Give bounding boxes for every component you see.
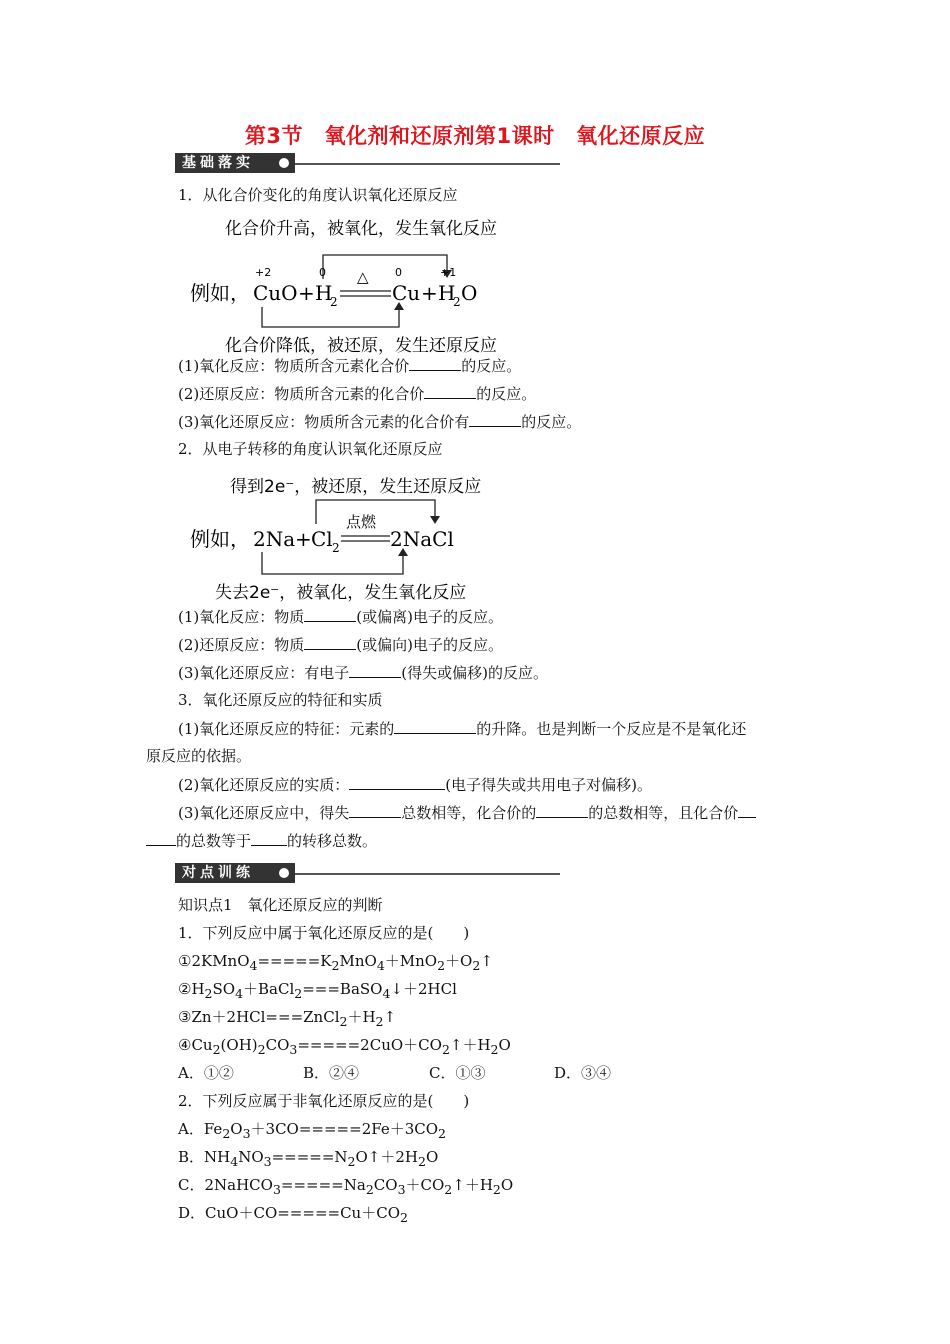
q2-item-3 (178, 662, 548, 683)
formula-text: MnO (339, 952, 377, 970)
q3-item-1-tail: 的升降。也是判断一个反应是不是氧化还 (476, 720, 747, 738)
diagram2-prefix: 例如， (190, 527, 250, 551)
q3-item-2-text: (2)氧化还原反应的实质： (178, 776, 350, 794)
formula-subscript: 2 (472, 958, 481, 973)
q2-item-2 (178, 634, 503, 655)
answer-blank[interactable] (738, 802, 756, 818)
diagram-valence-change (185, 212, 545, 357)
plus-sign-2: + (421, 281, 438, 305)
formula-subscript: 2 (437, 958, 446, 973)
formula-subscript: 4 (382, 986, 391, 1001)
q1-item-1-text: (1)氧化反应：物质所含元素化合价 (178, 357, 410, 375)
diagram2-bottom-bracket (262, 552, 403, 574)
formula-subscript: 4 (376, 958, 385, 973)
formula-text: ③Zn＋2HCl===ZnCl (178, 1008, 340, 1026)
answer-blank[interactable] (394, 718, 476, 734)
problem-1-stem: 1．下列反应中属于氧化还原反应的是( ) (178, 924, 470, 942)
q1-item-2 (178, 383, 536, 404)
formula-subscript: 2 (400, 1210, 408, 1225)
formula-text: NO (238, 1148, 264, 1166)
q2-item-1-text: (1)氧化反应：物质 (178, 608, 305, 626)
formula-text: CO (373, 1176, 398, 1194)
formula-text: ＋MnO (384, 952, 438, 970)
ox-state-cu-product: 0 (395, 266, 402, 279)
q3-item-2 (178, 774, 652, 795)
formula-text: SO (212, 980, 236, 998)
plus-sign-1: + (298, 281, 315, 305)
formula-text: ④Cu (178, 1036, 213, 1054)
q2-item-3-tail: (得失或偏移)的反应。 (401, 664, 548, 682)
q3-item-3-text-e: 的转移总数。 (287, 832, 378, 850)
q3-heading: 3．氧化还原反应的特征和实质 (178, 691, 383, 709)
formula-text: B．NH (178, 1148, 231, 1166)
q3-item-3-text-b: 总数相等，化合价的 (401, 804, 537, 822)
formula-h2-subscript: 2 (330, 295, 338, 309)
formula-subscript: 2 (212, 1042, 221, 1057)
formula-subscript: 4 (230, 1154, 239, 1169)
banner-rule (295, 873, 560, 875)
formula-subscript: 2 (294, 986, 303, 1001)
diagram1-top-label: 化合价升高，被氧化，发生氧化反应 (225, 219, 497, 239)
q1-item-2-tail: 的反应。 (476, 385, 537, 403)
formula-2nacl: 2NaCl (390, 527, 454, 551)
formula-text: ②H (178, 980, 205, 998)
formula-subscript: 3 (397, 1182, 406, 1197)
ox-state-cu-reactant: +2 (255, 266, 272, 279)
formula-text: ↑＋H (452, 1176, 493, 1194)
reaction-4 (178, 1035, 511, 1060)
formula-text: (OH) (220, 1036, 258, 1054)
formula-text: A．Fe (178, 1120, 223, 1138)
diagram1-top-bracket (323, 255, 447, 279)
ox-state-h-reactant: 0 (319, 266, 326, 279)
formula-text: ①2KMnO (178, 952, 250, 970)
formula-subscript: 2 (492, 1182, 501, 1197)
formula-subscript: 2 (204, 986, 213, 1001)
diagram2-top-arrowhead (430, 516, 440, 524)
formula-h2o-o: O (461, 281, 478, 305)
q2-heading: 2．从电子转移的角度认识氧化还原反应 (178, 440, 443, 458)
q1-item-1-tail: 的反应。 (461, 357, 522, 375)
q3-item-3 (178, 802, 756, 823)
answer-blank[interactable] (304, 606, 356, 622)
answer-blank[interactable] (304, 634, 356, 650)
formula-cl2-subscript: 2 (332, 541, 340, 555)
q3-item-2-tail: (电子得失或共用电子对偏移)。 (445, 776, 652, 794)
answer-blank[interactable] (349, 774, 445, 790)
formula-text: CO (265, 1036, 290, 1054)
formula-h2o-subscript: 2 (453, 295, 461, 309)
q3-item-1 (178, 718, 746, 739)
diagram-electron-transfer (185, 472, 545, 604)
ox-state-h-product: +1 (440, 266, 457, 279)
formula-text: O (425, 1148, 439, 1166)
diagram1-bottom-bracket (262, 307, 399, 327)
formula-subscript: 4 (235, 986, 244, 1001)
formula-text: O (500, 1176, 514, 1194)
formula-subscript: 2 (257, 1042, 266, 1057)
formula-subscript: 3 (242, 1126, 251, 1141)
q3-item-3-text-a: (3)氧化还原反应中，得失 (178, 804, 350, 822)
formula-text: ＋O (445, 952, 473, 970)
option-b[interactable]: B．②④ (303, 1064, 360, 1082)
formula-text: O (230, 1120, 243, 1138)
option-a[interactable]: A．①② (178, 1064, 234, 1082)
reaction-3 (178, 1007, 396, 1032)
formula-subscript: 3 (272, 1182, 281, 1197)
knowledge-point-1: 知识点1 氧化还原反应的判断 (178, 896, 383, 914)
formula-text: ↑ (480, 952, 493, 970)
formula-subscript: 4 (249, 958, 258, 973)
formula-text: ＋BaCl (243, 980, 295, 998)
section-banner-basics (175, 151, 560, 177)
diagram1-bottom-label: 化合价降低，被还原，发生还原反应 (225, 336, 497, 356)
answer-blank[interactable] (424, 383, 476, 399)
option-d[interactable]: D．③④ (554, 1064, 612, 1082)
q3-item-3-continuation (146, 830, 377, 851)
diagram2-top-label: 得到2e⁻，被还原，发生还原反应 (230, 477, 482, 497)
formula-subscript: 2 (347, 1154, 356, 1169)
formula-cl2: Cl (311, 527, 333, 551)
problem-2-option-c[interactable] (178, 1175, 513, 1200)
q3-item-1-text: (1)氧化还原反应的特征：元素的 (178, 720, 395, 738)
q1-item-1 (178, 355, 521, 376)
plus-sign-3: + (295, 527, 312, 551)
banner-rule (295, 163, 560, 165)
formula-subscript: 2 (365, 1182, 374, 1197)
formula-subscript: 2 (490, 1042, 499, 1057)
diagram1-prefix: 例如， (190, 281, 250, 305)
page-title: 第3节 氧化剂和还原剂第1课时 氧化还原反应 (244, 124, 706, 148)
answer-blank[interactable] (251, 830, 287, 846)
q2-item-1-tail: (或偏离)电子的反应。 (356, 608, 503, 626)
formula-subscript: 2 (418, 1154, 426, 1169)
q1-heading: 1．从化合价变化的角度认识氧化还原反应 (178, 186, 458, 204)
banner-label: 对点训练 (175, 863, 295, 883)
q3-item-1-continuation: 原反应的依据。 (146, 747, 252, 765)
formula-text: ＋3CO=====2Fe＋3CO (250, 1120, 439, 1138)
formula-subscript: 3 (263, 1154, 272, 1169)
reaction-2 (178, 979, 457, 1004)
diagram1-heat-symbol: △ (357, 268, 369, 286)
banner-dot (279, 868, 289, 878)
formula-h2o-h: H (438, 281, 456, 305)
reaction-1 (178, 951, 493, 976)
formula-text: O↑＋2H (355, 1148, 418, 1166)
formula-text: =====Na (280, 1176, 366, 1194)
formula-text: D．CuO＋CO=====Cu＋CO (178, 1204, 400, 1222)
problem-2-stem: 2．下列反应属于非氧化还原反应的是( ) (178, 1092, 470, 1110)
formula-subscript: 2 (339, 1014, 348, 1029)
formula-text: ＋H (347, 1008, 376, 1026)
formula-text: ↑＋H (449, 1036, 491, 1054)
q2-item-1 (178, 606, 503, 627)
answer-blank[interactable] (409, 355, 461, 371)
q3-item-3-text-d: 的总数等于 (176, 832, 252, 850)
q1-item-3 (178, 411, 581, 432)
answer-blank[interactable] (536, 802, 588, 818)
formula-text: C．2NaHCO (178, 1176, 273, 1194)
formula-subscript: 3 (289, 1042, 298, 1057)
option-c[interactable]: C．①③ (429, 1064, 486, 1082)
formula-subscript: 2 (375, 1014, 384, 1029)
formula-subscript: 2 (331, 958, 340, 973)
answer-blank[interactable] (349, 662, 401, 678)
banner-dot (279, 158, 289, 168)
q2-item-2-text: (2)还原反应：物质 (178, 636, 305, 654)
q1-item-2-text: (2)还原反应：物质所含元素的化合价 (178, 385, 425, 403)
formula-text: ＋CO (405, 1176, 445, 1194)
answer-blank[interactable] (469, 411, 521, 427)
q2-item-3-text: (3)氧化还原反应：有电子 (178, 664, 350, 682)
answer-blank[interactable] (146, 830, 176, 846)
formula-text: ↑ (383, 1008, 397, 1026)
problem-2-option-d[interactable] (178, 1203, 408, 1228)
formula-cuo: CuO (253, 281, 298, 305)
formula-subscript: 2 (222, 1126, 231, 1141)
formula-h2: H (315, 281, 333, 305)
formula-subscript: 2 (444, 1182, 453, 1197)
formula-cu: Cu (392, 281, 421, 305)
formula-text: =====K (257, 952, 332, 970)
formula-subscript: 2 (441, 1042, 450, 1057)
formula-text: ===BaSO (302, 980, 383, 998)
formula-text: ↓＋2HCl (390, 980, 457, 998)
q2-item-2-tail: (或偏向)电子的反应。 (356, 636, 503, 654)
section-banner-practice (175, 861, 560, 887)
banner-label: 基础落实 (175, 153, 295, 173)
formula-text: =====2CuO＋CO (297, 1036, 442, 1054)
problem-2-option-b[interactable] (178, 1147, 438, 1172)
diagram2-bottom-label: 失去2e⁻，被氧化，发生氧化反应 (215, 583, 467, 603)
diagram2-ignite-label: 点燃 (346, 513, 377, 531)
problem-2-option-a[interactable] (178, 1119, 446, 1144)
q3-item-3-text-c: 的总数相等，且化合价 (588, 804, 739, 822)
q1-item-3-text: (3)氧化还原反应：物质所含元素的化合价有 (178, 413, 470, 431)
formula-2na: 2Na (253, 527, 296, 551)
formula-text: =====N (271, 1148, 348, 1166)
q1-item-3-tail: 的反应。 (521, 413, 582, 431)
formula-text: O (498, 1036, 511, 1054)
formula-subscript: 2 (438, 1126, 446, 1141)
answer-blank[interactable] (349, 802, 401, 818)
